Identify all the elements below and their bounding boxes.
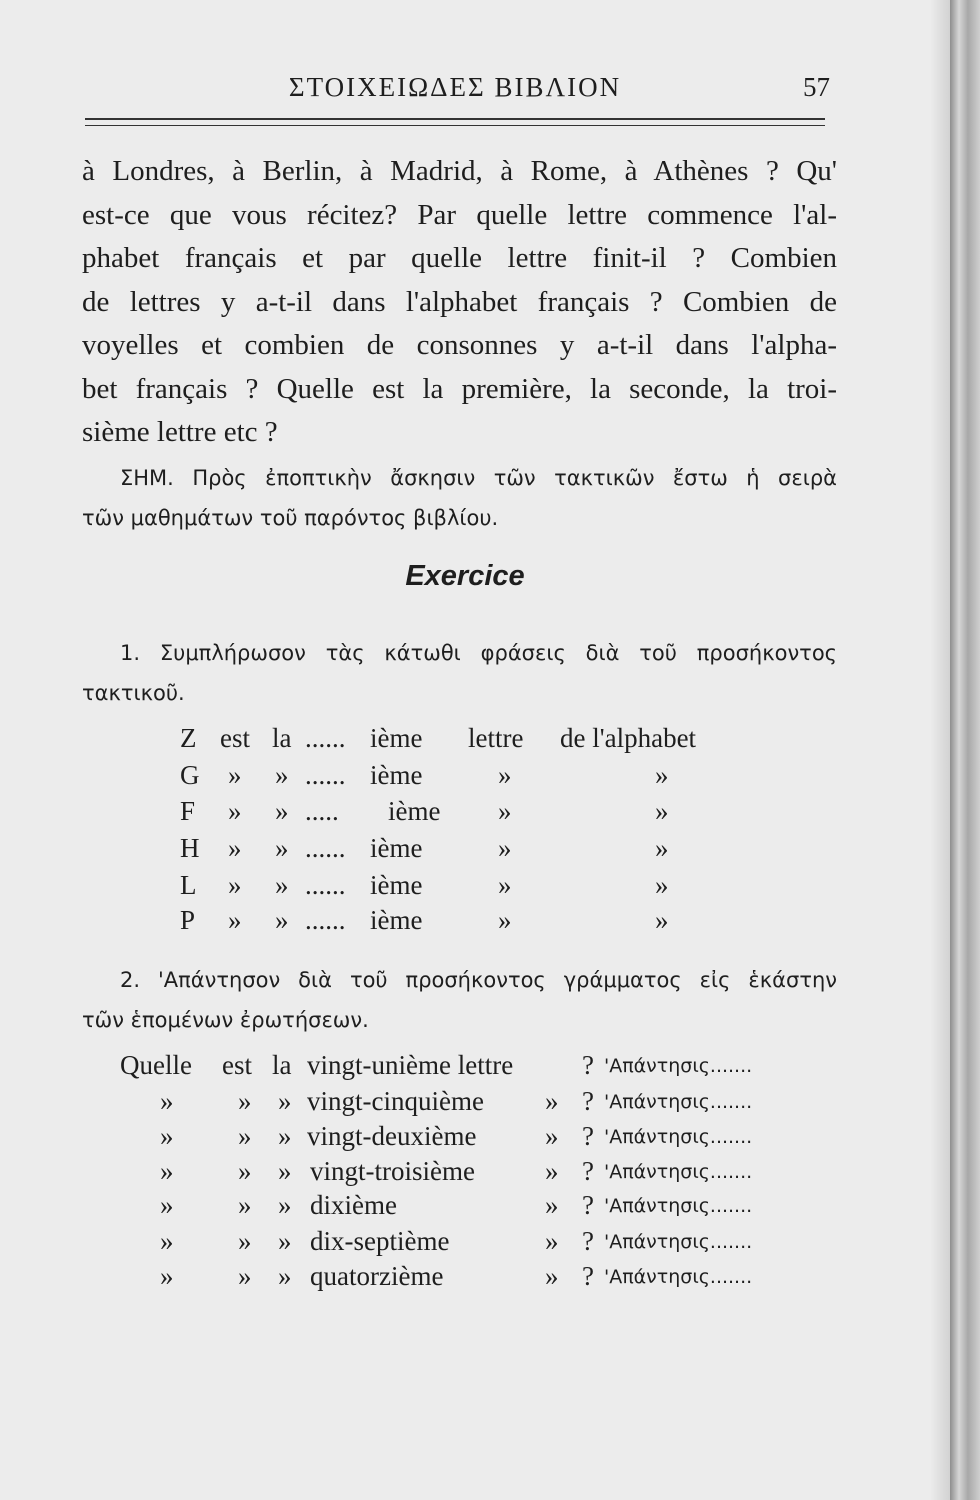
ditto-mark: » (655, 796, 669, 826)
ordinal-row (0, 796, 950, 832)
note-line: τῶν μαθημάτων τοῦ παρόντος βιβλίου. (82, 506, 499, 530)
ditto-mark: » (238, 1121, 252, 1151)
ditto-mark: » (498, 905, 512, 935)
ordinal-word: vingt-unième lettre (307, 1050, 514, 1080)
ditto-mark: » (228, 833, 242, 863)
question-mark: ? (582, 1050, 594, 1080)
ditto-mark: » (655, 870, 669, 900)
question-row (0, 1156, 950, 1192)
page-gutter-shadow (930, 0, 952, 1500)
header-rule-thin (85, 125, 825, 126)
ordinal-word: vingt-cinquième (307, 1086, 484, 1116)
paragraph-line: de lettres y a-t-il dans l'alphabet français ? Combien de (82, 285, 837, 318)
question-row (0, 1086, 950, 1122)
question-mark: ? (582, 1226, 594, 1256)
row-letter: H (180, 833, 200, 863)
row-suffix: ième (370, 905, 423, 935)
ditto-mark: » (545, 1190, 559, 1220)
ditto-mark: » (238, 1226, 252, 1256)
blank-dots: ...... (305, 905, 346, 935)
paragraph-line: sième lettre etc ? (82, 416, 278, 448)
ditto-mark: » (160, 1121, 174, 1151)
instruction-line: 1. Συμπλήρωσον τὰς κάτωθι φράσεις διὰ τοῦ προσήκοντος (120, 641, 837, 665)
row-suffix: ième (388, 796, 441, 826)
row-word: de l'alphabet (560, 723, 697, 753)
instruction-line: τακτικοῦ. (82, 681, 185, 705)
ordinal-row (0, 760, 950, 796)
ditto-mark: » (278, 1121, 292, 1151)
question-row (0, 1121, 950, 1157)
ditto-mark: » (278, 1086, 292, 1116)
instruction-line: 2. 'Απάντησον διὰ τοῦ προσήκοντος γράμματος εἰς ἑκάστην (120, 968, 837, 992)
note-line: ΣΗΜ. Πρὸς ἐποπτικὴν ἄσκησιν τῶν τακτικῶν ἔστω ἡ σειρὰ (120, 466, 837, 490)
ditto-mark: » (275, 760, 289, 790)
running-header-title: ΣΤΟΙΧΕΙΩΔΕΣ ΒΙΒΛΙΟΝ (288, 72, 622, 102)
answer-blank: 'Απάντησις....... (604, 1126, 753, 1148)
answer-blank: 'Απάντησις....... (604, 1091, 753, 1113)
ditto-mark: » (238, 1190, 252, 1220)
row-letter: L (180, 870, 197, 900)
ditto-mark: » (228, 905, 242, 935)
ditto-mark: » (275, 870, 289, 900)
answer-blank: 'Απάντησις....... (604, 1266, 753, 1288)
row-letter: Z (180, 723, 197, 753)
row-letter: P (180, 905, 196, 935)
ditto-mark: » (275, 833, 289, 863)
instruction-2 (82, 960, 837, 1040)
header-rule (85, 118, 825, 120)
ditto-mark: » (278, 1226, 292, 1256)
row-suffix: ième (370, 723, 423, 753)
row-word: la (272, 723, 292, 753)
row-suffix: ième (370, 760, 423, 790)
ditto-mark: » (228, 796, 242, 826)
row-suffix: ième (370, 870, 423, 900)
ordinal-word: quatorzième (310, 1261, 444, 1291)
question-mark: ? (582, 1086, 594, 1116)
ditto-mark: » (498, 760, 512, 790)
row-word: est (222, 1050, 252, 1080)
ditto-mark: » (160, 1261, 174, 1291)
blank-dots: ...... (305, 833, 346, 863)
ditto-mark: » (275, 905, 289, 935)
ditto-mark: » (498, 870, 512, 900)
ditto-mark: » (275, 796, 289, 826)
ordinal-word: dix-septième (310, 1226, 450, 1256)
question-mark: ? (582, 1261, 594, 1291)
ditto-mark: » (160, 1086, 174, 1116)
paragraph-line: est-ce que vous récitez? Par quelle lettre commence l'al- (82, 198, 837, 231)
book-page-edges (950, 0, 980, 1500)
answer-blank: 'Απάντησις....... (604, 1055, 753, 1077)
row-word: la (272, 1050, 292, 1080)
ditto-mark: » (160, 1156, 174, 1186)
ordinal-word: dixième (310, 1190, 397, 1220)
row-word: Quelle (120, 1050, 192, 1080)
question-row (0, 1261, 950, 1297)
blank-dots: ...... (305, 760, 346, 790)
row-letter: G (180, 760, 200, 790)
ditto-mark: » (278, 1190, 292, 1220)
ordinal-row (0, 723, 950, 759)
page-number: 57 (803, 72, 830, 102)
question-mark: ? (582, 1190, 594, 1220)
question-mark: ? (582, 1156, 594, 1186)
ordinal-row (0, 870, 950, 906)
ordinal-word: vingt-deuxième (307, 1121, 477, 1151)
question-mark: ? (582, 1121, 594, 1151)
exercise-heading: Exercice (405, 560, 525, 592)
ditto-mark: » (238, 1261, 252, 1291)
ditto-mark: » (545, 1121, 559, 1151)
ordinal-row (0, 833, 950, 869)
note (82, 458, 837, 538)
ditto-mark: » (238, 1156, 252, 1186)
ditto-mark: » (545, 1086, 559, 1116)
ditto-mark: » (238, 1086, 252, 1116)
ditto-mark: » (278, 1261, 292, 1291)
ditto-mark: » (655, 760, 669, 790)
question-row (0, 1190, 950, 1226)
ditto-mark: » (498, 833, 512, 863)
paragraph-line: voyelles et combien de consonnes y a-t-il dans l'alpha- (82, 329, 837, 361)
answer-blank: 'Απάντησις....... (604, 1195, 753, 1217)
paragraph-line: phabet français et par quelle lettre finit-il ? Combien (82, 242, 837, 274)
answer-blank: 'Απάντησις....... (604, 1231, 753, 1253)
ditto-mark: » (160, 1190, 174, 1220)
ditto-mark: » (160, 1226, 174, 1256)
body-paragraph (82, 150, 837, 455)
ditto-mark: » (545, 1226, 559, 1256)
ditto-mark: » (228, 870, 242, 900)
ditto-mark: » (655, 905, 669, 935)
ordinal-row (0, 905, 950, 941)
ditto-mark: » (278, 1156, 292, 1186)
ditto-mark: » (498, 796, 512, 826)
paragraph-line: bet français ? Quelle est la première, la seconde, la troi- (82, 372, 837, 405)
paragraph-line: à Londres, à Berlin, à Madrid, à Rome, à Athènes ? Qu' (82, 155, 837, 187)
blank-dots: ...... (305, 723, 346, 753)
instruction-1 (82, 633, 837, 713)
blank-dots: ..... (305, 796, 339, 826)
blank-dots: ...... (305, 870, 346, 900)
row-word: lettre (468, 723, 524, 753)
ditto-mark: » (655, 833, 669, 863)
ordinal-word: vingt-troisième (310, 1156, 475, 1186)
ditto-mark: » (545, 1156, 559, 1186)
question-row (0, 1050, 950, 1086)
question-row (0, 1226, 950, 1262)
ditto-mark: » (228, 760, 242, 790)
instruction-line: τῶν ἑπομένων ἐρωτήσεων. (82, 1008, 369, 1032)
row-suffix: ième (370, 833, 423, 863)
row-letter: F (180, 796, 196, 826)
answer-blank: 'Απάντησις....... (604, 1161, 753, 1183)
row-word: est (220, 723, 250, 753)
ditto-mark: » (545, 1261, 559, 1291)
